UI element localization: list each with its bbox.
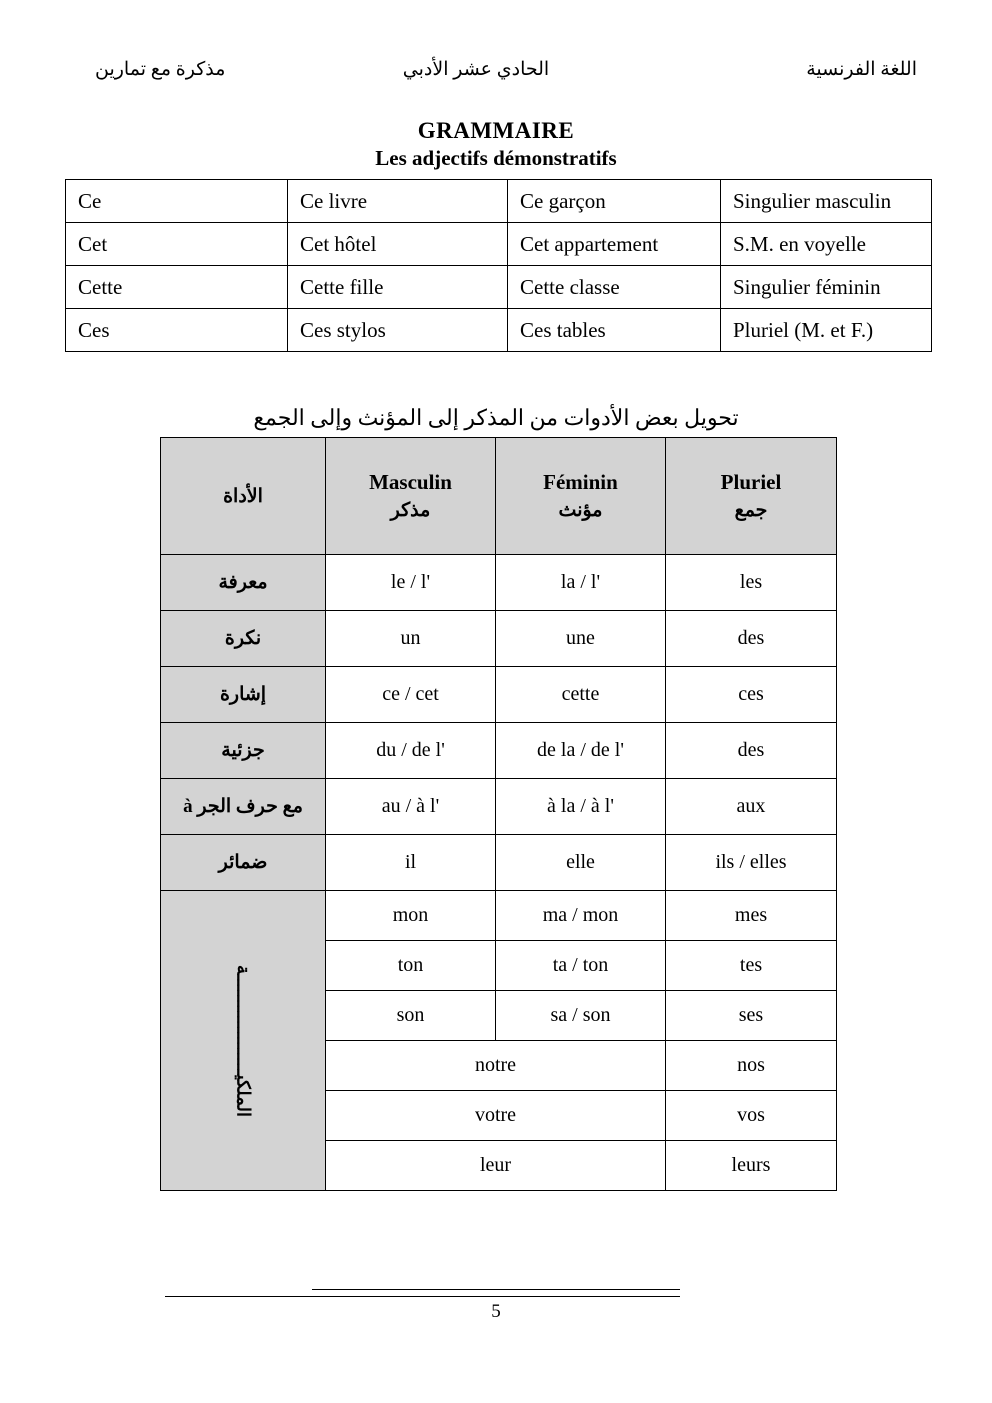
table-cell: de la / de l' (496, 723, 666, 779)
table-cell: Cet appartement (508, 223, 721, 266)
header-cell-pluriel (666, 438, 837, 555)
table-row (161, 779, 837, 835)
table-cell: la / l' (496, 555, 666, 611)
table-cell: ces (666, 667, 837, 723)
table-row (66, 266, 932, 309)
row-label: جزئية (161, 723, 326, 779)
table-cell: ma / mon (496, 891, 666, 941)
demonstratives-table (65, 179, 932, 352)
table-cell: ils / elles (666, 835, 837, 891)
table-cell: vos (666, 1091, 837, 1141)
table-cell: les (666, 555, 837, 611)
table-cell: au / à l' (326, 779, 496, 835)
table-cell: des (666, 723, 837, 779)
table-cell: Cette (66, 266, 288, 309)
table-cell: Ce (66, 180, 288, 223)
header-cell-feminin (496, 438, 666, 555)
possessive-label-cell (161, 891, 326, 1191)
page-header (95, 58, 917, 81)
footer-rule-long (165, 1296, 680, 1297)
page-subtitle: Les adjectifs démonstratifs (375, 146, 617, 170)
table-cell: il (326, 835, 496, 891)
table-row (161, 723, 837, 779)
header-center-arabic: الحادي عشر الأدبي (402, 59, 550, 80)
table-row (66, 180, 932, 223)
table-cell: Singulier masculin (721, 180, 932, 223)
table-cell: Cette classe (508, 266, 721, 309)
table-cell: une (496, 611, 666, 667)
table-cell: Cet (66, 223, 288, 266)
row-label: مع حرف الجر à (161, 779, 326, 835)
header-pluriel-ar: جمع (734, 500, 768, 521)
table-cell: sa / son (496, 991, 666, 1041)
table-cell: Ces (66, 309, 288, 352)
table-row (161, 835, 837, 891)
table-cell: ses (666, 991, 837, 1041)
table-cell: à la / à l' (496, 779, 666, 835)
table-cell: son (326, 991, 496, 1041)
table-cell: du / de l' (326, 723, 496, 779)
row-label: معرفة (161, 555, 326, 611)
table-cell: cette (496, 667, 666, 723)
table-cell: ton (326, 941, 496, 991)
articles-table (160, 437, 837, 1191)
header-cell-tool: الأداة (161, 438, 326, 555)
row-label: نكرة (161, 611, 326, 667)
table-cell: S.M. en voyelle (721, 223, 932, 266)
table-cell: leurs (666, 1141, 837, 1191)
row-label: ضمائر (161, 835, 326, 891)
table-cell: nos (666, 1041, 837, 1091)
table-cell: des (666, 611, 837, 667)
page-number: 5 (491, 1301, 501, 1322)
table-row (161, 611, 837, 667)
header-left-arabic: مذكرة مع تمارين (95, 59, 226, 80)
header-right-arabic: اللغة الفرنسية (806, 59, 917, 80)
table-cell-merged: votre (326, 1091, 666, 1141)
table-cell: ta / ton (496, 941, 666, 991)
table-row (161, 555, 837, 611)
table-cell: tes (666, 941, 837, 991)
table-row (66, 309, 932, 352)
table-cell: mon (326, 891, 496, 941)
header-masculin-fr: Masculin (369, 470, 452, 494)
table-cell: Cette fille (288, 266, 508, 309)
table-row (161, 667, 837, 723)
table-cell: un (326, 611, 496, 667)
table-cell: elle (496, 835, 666, 891)
table-cell: aux (666, 779, 837, 835)
table-row (66, 223, 932, 266)
table-cell: Ce livre (288, 180, 508, 223)
header-cell-masculin (326, 438, 496, 555)
page-title: GRAMMAIRE (417, 118, 575, 143)
table-cell: Ces stylos (288, 309, 508, 352)
table-cell: mes (666, 891, 837, 941)
table-cell: ce / cet (326, 667, 496, 723)
table-cell-merged: notre (326, 1041, 666, 1091)
table-cell-merged: leur (326, 1141, 666, 1191)
table-cell: Singulier féminin (721, 266, 932, 309)
header-feminin-ar: مؤنث (558, 500, 603, 521)
table-cell: Ce garçon (508, 180, 721, 223)
header-feminin-fr: Féminin (543, 470, 618, 494)
table-header-row (161, 438, 837, 555)
table-cell: Cet hôtel (288, 223, 508, 266)
articles-section-heading: تحويل بعض الأدوات من المذكر إلى المؤنث وإلى الجمع (253, 405, 739, 430)
row-label: إشارة (161, 667, 326, 723)
table-cell: Ces tables (508, 309, 721, 352)
table-cell: Pluriel (M. et F.) (721, 309, 932, 352)
table-row (161, 891, 837, 941)
footer-rule-short (312, 1289, 680, 1290)
header-masculin-ar: مذكر (390, 500, 431, 521)
header-pluriel-fr: Pluriel (720, 470, 782, 494)
table-cell: le / l' (326, 555, 496, 611)
possessive-vertical-label: الملكيـــــــــــــــــــة (233, 964, 254, 1117)
